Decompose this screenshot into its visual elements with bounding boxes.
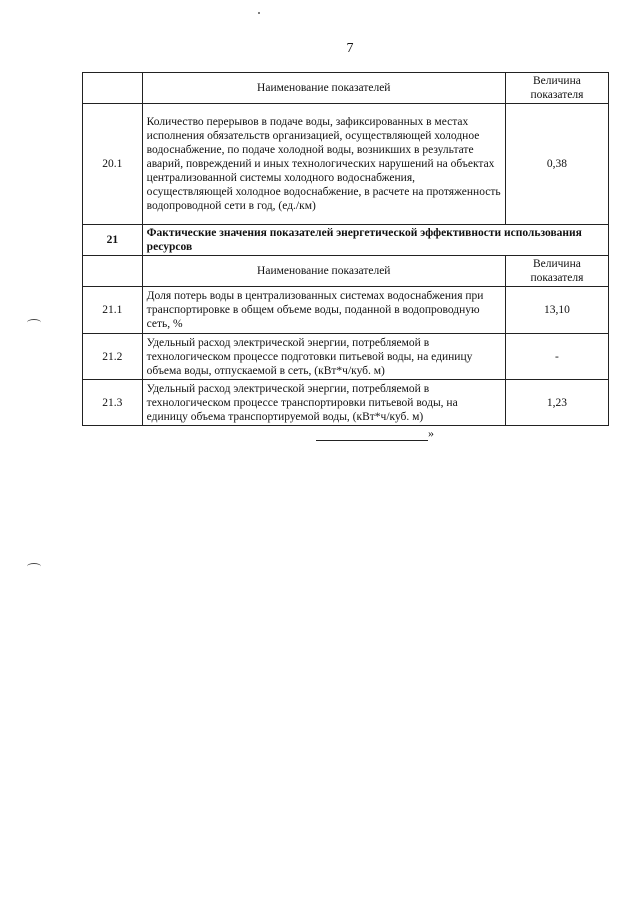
table-header-row: [83, 73, 609, 104]
row-value: 1,23: [505, 380, 608, 426]
closing-line: [316, 426, 434, 441]
page-number: 7: [346, 41, 354, 56]
table-row: [83, 334, 609, 380]
section-row: [83, 225, 609, 256]
closing-quote: »: [428, 426, 434, 440]
row-description: Количество перерывов в подаче воды, зафиксированных в местах исполнения обязательств организацией, осуществляющей холодное водоснабжение, по подаче холодной воды, возникших в результате аварий, повреждений и иных технологических нарушений на объектах централизованной системы холодного водоснабжения, осуществляющей холодное водоснабжение, в расчете на протяженность водопроводной сети в год, (ед./км): [142, 104, 505, 225]
row-number: 21.2: [83, 334, 143, 380]
row-number: 20.1: [83, 104, 143, 225]
table-row: [83, 380, 609, 426]
header-value: Величина показателя: [505, 73, 608, 104]
header-num-cell: [83, 256, 143, 287]
row-value: 0,38: [505, 104, 608, 225]
section-title: Фактические значения показателей энергетической эффективности использования ресурсов: [142, 225, 608, 256]
row-description: Доля потерь воды в централизованных системах водоснабжения при транспортировке в общем объеме воды, поданной в водопроводную сеть, %: [142, 287, 505, 334]
section-number: 21: [83, 225, 143, 256]
table-header-row: [83, 256, 609, 287]
row-number: 21.3: [83, 380, 143, 426]
header-num-cell: [83, 73, 143, 104]
row-value: 13,10: [505, 287, 608, 334]
row-description: Удельный расход электрической энергии, потребляемой в технологическом процессе подготовки питьевой воды, на единицу объема воды, отпускаемой в сеть, (кВт*ч/куб. м): [142, 334, 505, 380]
row-value: -: [505, 334, 608, 380]
row-number: 21.1: [83, 287, 143, 334]
row-description: Удельный расход электрической энергии, потребляемой в технологическом процессе транспортировки питьевой воды, на единицу объема транспортируемой воды, (кВт*ч/куб. м): [142, 380, 505, 426]
scan-speck: [258, 12, 260, 14]
header-value: Величина показателя: [505, 256, 608, 287]
header-label: Наименование показателей: [142, 256, 505, 287]
margin-mark: [27, 319, 41, 326]
underline-rule: [316, 430, 428, 441]
margin-mark: [27, 563, 41, 570]
header-label: Наименование показателей: [142, 73, 505, 104]
table-row: [83, 104, 609, 225]
indicators-table: [82, 72, 609, 426]
table-row: [83, 287, 609, 334]
